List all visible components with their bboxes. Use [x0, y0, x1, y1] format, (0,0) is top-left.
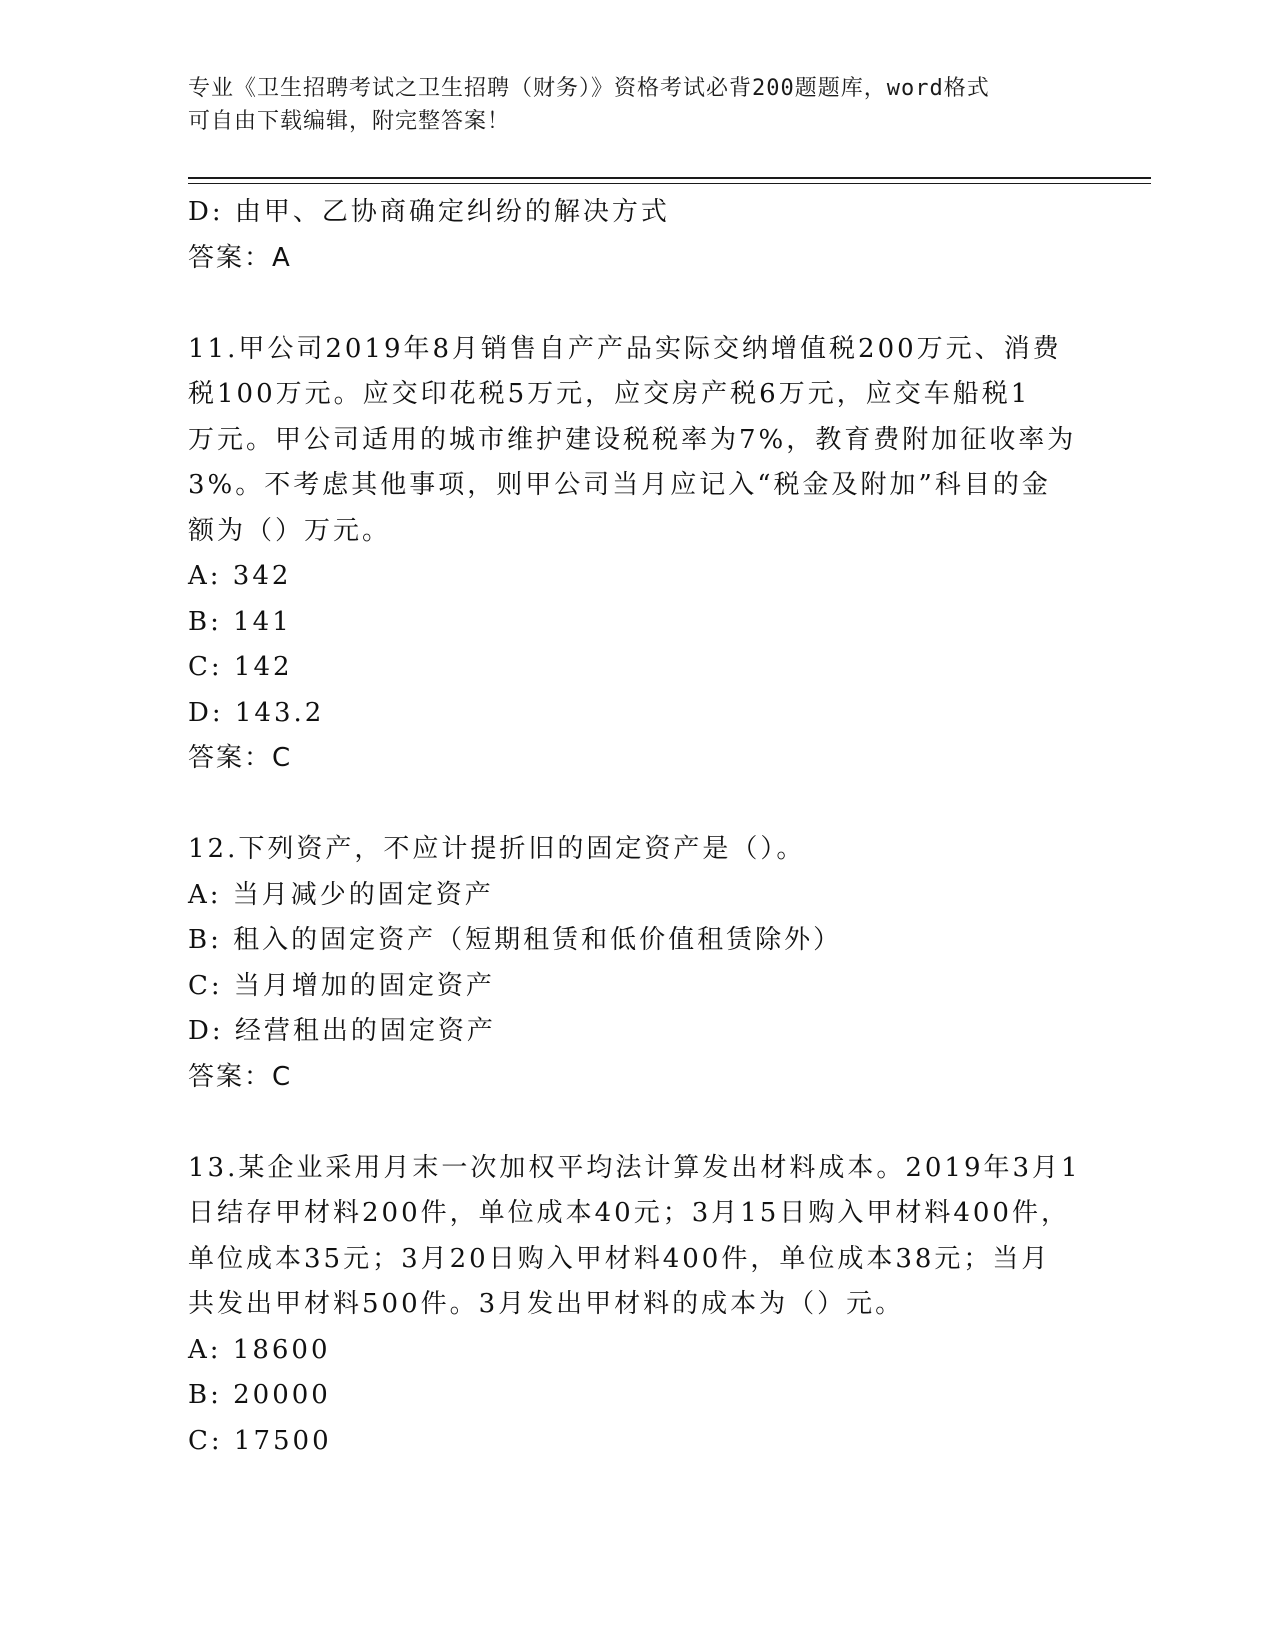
option-c: C: 17500 — [188, 1425, 332, 1456]
question-stem-line: 11.甲公司2019年8月销售自产产品实际交纳增值税200万元、消费 — [188, 333, 1062, 364]
header-title-line-2: 可自由下载编辑，附完整答案！ — [188, 109, 511, 134]
question-stem-line: 3%。不考虑其他事项，则甲公司当月应记入“税金及附加”科目的金 — [188, 470, 1051, 500]
question-12 — [188, 827, 1088, 1100]
question-11 — [188, 327, 1088, 782]
option-b: B: 20000 — [188, 1380, 331, 1410]
document-header — [188, 72, 1088, 138]
question-stem-line: 12.下列资产，不应计提折旧的固定资产是（）。 — [188, 834, 806, 864]
question-stem-line: 额为（）万元。 — [188, 515, 392, 546]
option-c: C: 当月增加的固定资产 — [188, 970, 495, 1001]
header-title-line-1: 专业《卫生招聘考试之卫生招聘（财务）》资格考试必背200题题库，word格式 — [188, 76, 990, 101]
spacer — [188, 1100, 1088, 1146]
question-stem-line: 日结存甲材料200件，单位成本40元；3月15日购入甲材料400件， — [188, 1198, 1070, 1228]
previous-question-tail — [188, 190, 1088, 281]
spacer — [188, 782, 1088, 828]
answer-line: 答案：C — [188, 1061, 293, 1092]
question-stem-line: 共发出甲材料500件。3月发出甲材料的成本为（）元。 — [188, 1289, 905, 1319]
answer-line: 答案：C — [188, 743, 293, 773]
question-stem-line: 单位成本35元；3月20日购入甲材料400件，单位成本38元；当月 — [188, 1243, 1051, 1274]
option-a: A: 18600 — [188, 1334, 331, 1365]
option-a: A: 当月减少的固定资产 — [188, 879, 494, 910]
question-stem-line: 税100万元。应交印花税5万元，应交房产税6万元，应交车船税1 — [188, 379, 1031, 409]
header-divider-thin — [188, 183, 1151, 184]
option-d: D: 143.2 — [188, 697, 325, 728]
question-13 — [188, 1146, 1088, 1465]
document-body — [188, 190, 1088, 1464]
question-stem-line: 13.某企业采用月末一次加权平均法计算发出材料成本。2019年3月1 — [188, 1152, 1081, 1183]
header-divider-thick — [188, 177, 1151, 179]
option-b: B: 141 — [188, 606, 292, 637]
spacer — [188, 281, 1088, 327]
option-a: A: 342 — [188, 561, 292, 591]
option-b: B: 租入的固定资产（短期租赁和低价值租赁除外） — [188, 925, 843, 955]
option-d: D: 经营租出的固定资产 — [188, 1016, 496, 1046]
answer-line: 答案：A — [188, 242, 292, 273]
question-stem-line: 万元。甲公司适用的城市维护建设税税率为7%，教育费附加征收率为 — [188, 424, 1077, 455]
option-c: C: 142 — [188, 652, 293, 682]
option-d: D: 由甲、乙协商确定纠纷的解决方式 — [188, 197, 670, 227]
